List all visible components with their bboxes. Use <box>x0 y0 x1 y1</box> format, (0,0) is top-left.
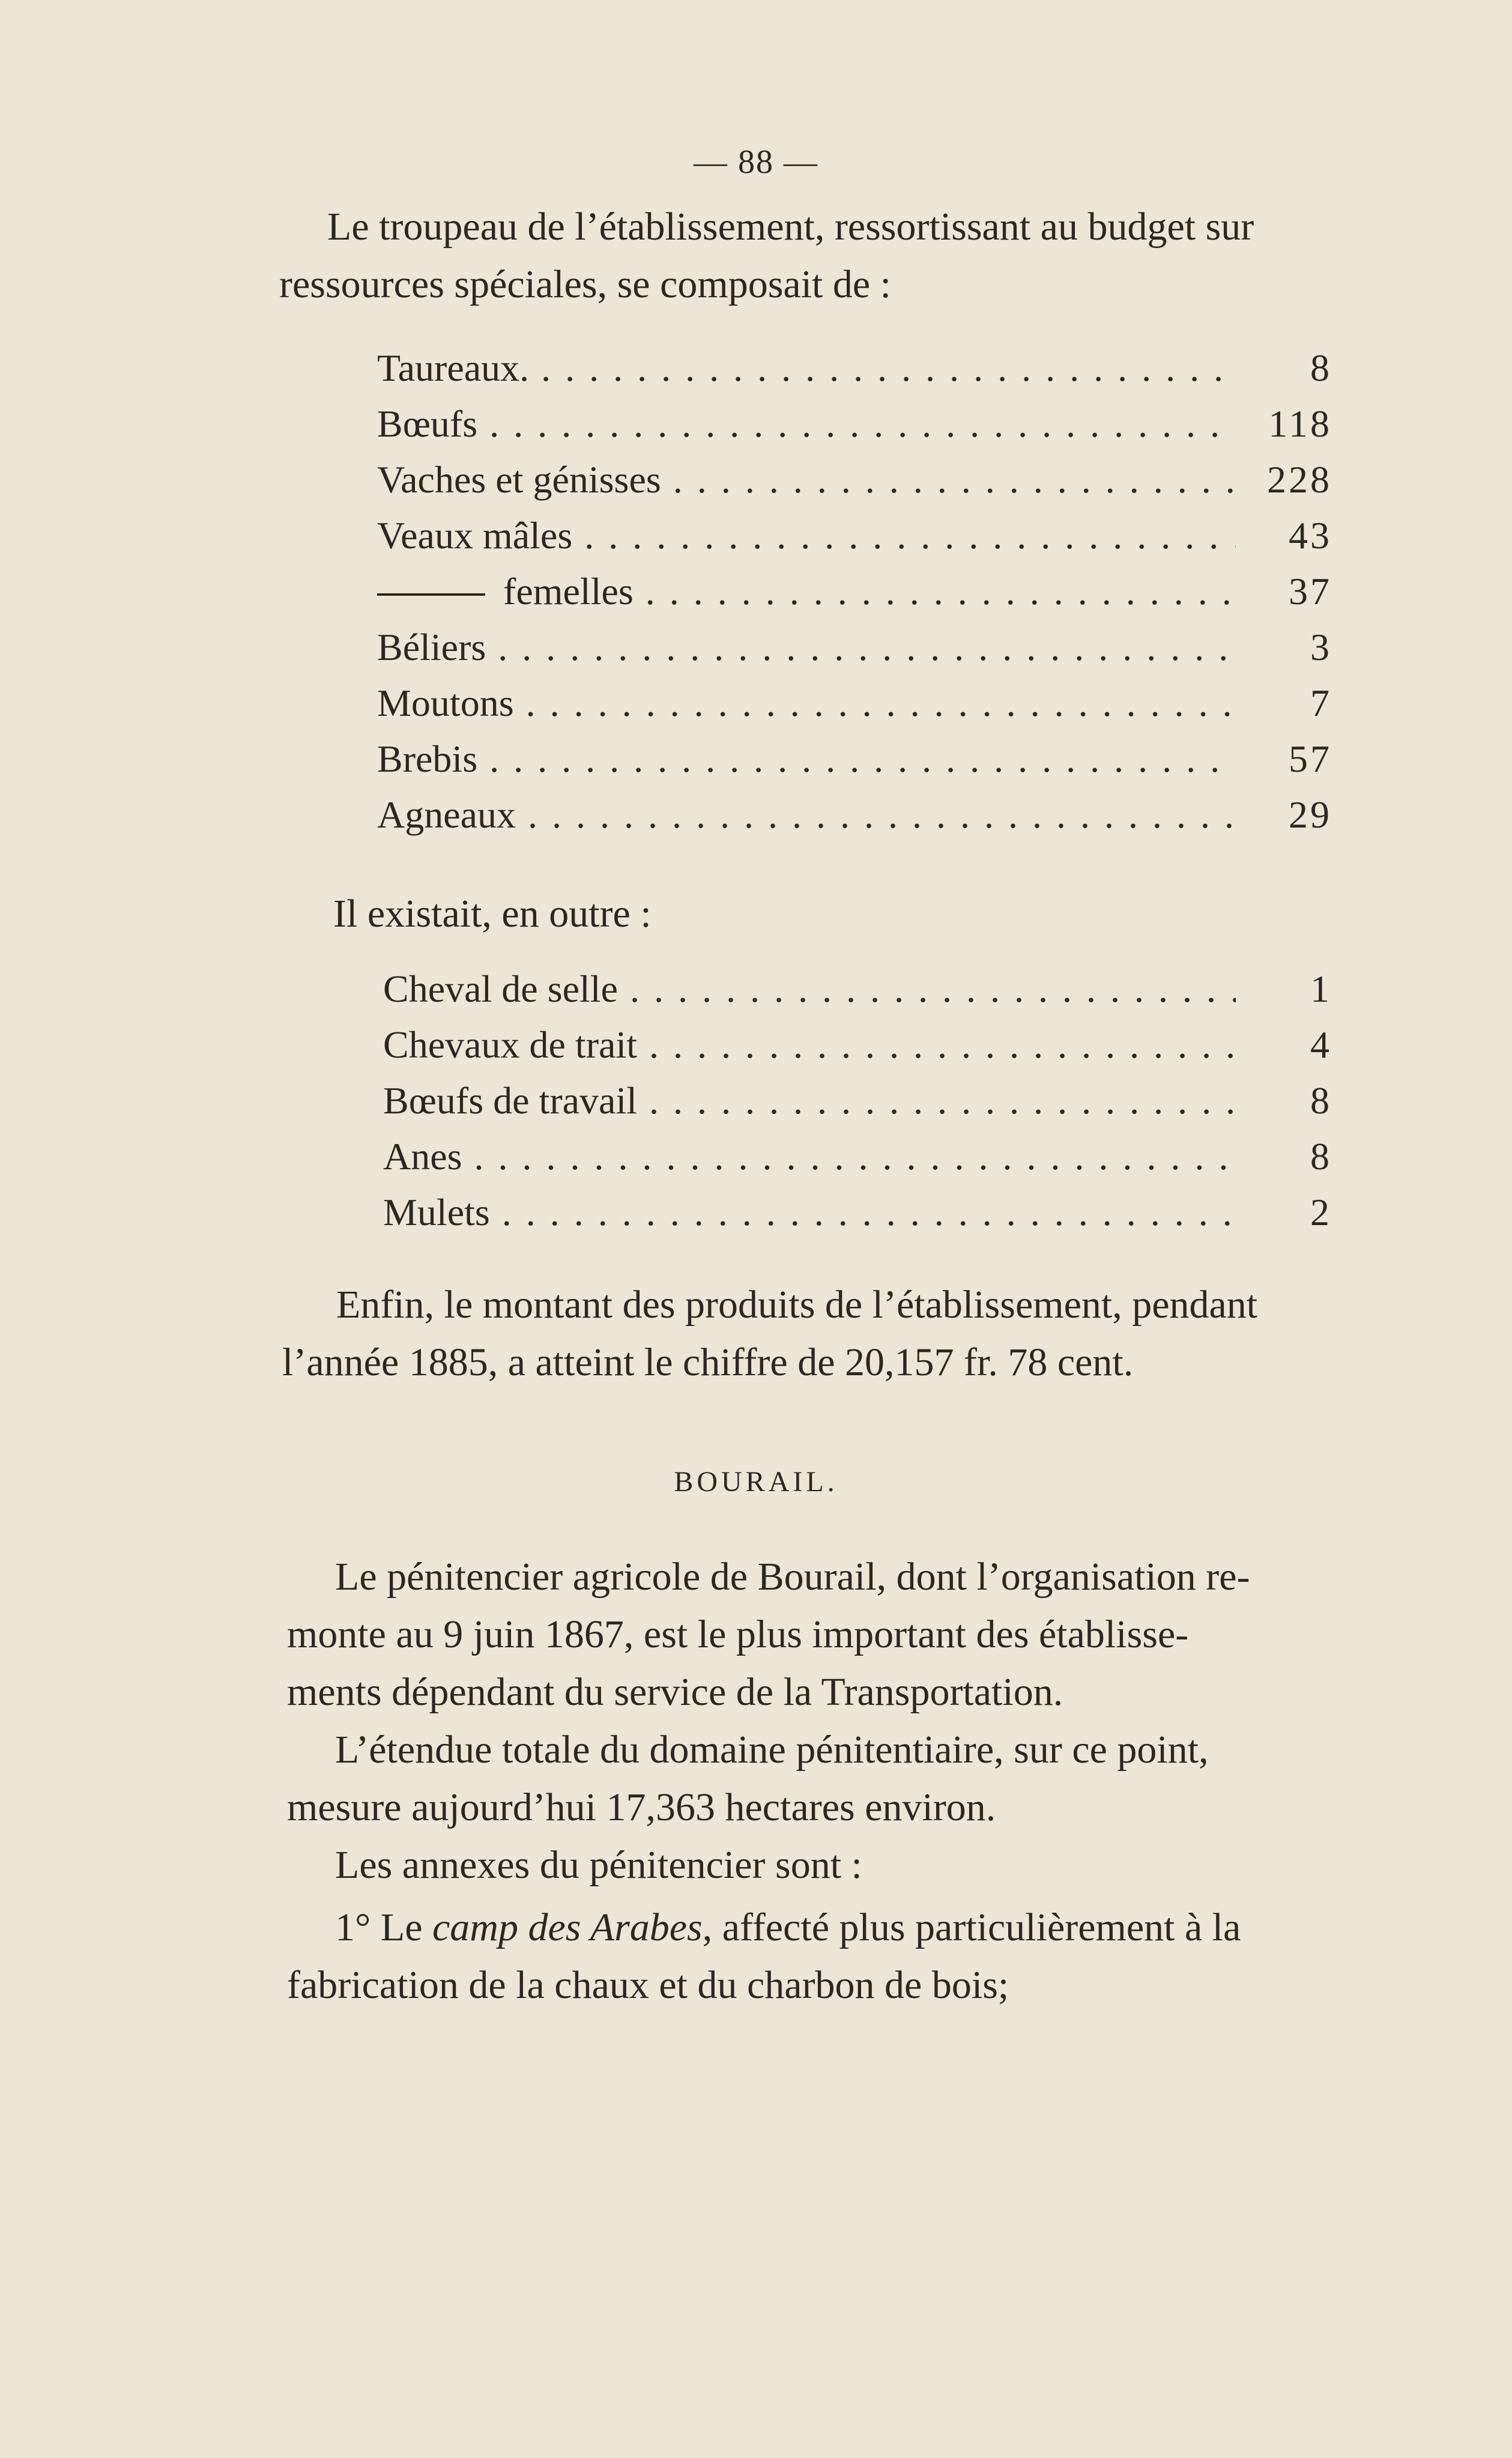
herd-row <box>377 507 1332 563</box>
others-label: Mulets . . . <box>383 1184 1236 1240</box>
intro-line-2: ressources spéciales, se composait de : <box>279 262 892 306</box>
herd-row <box>377 452 1332 507</box>
body-line: mesure aujourd’hui 17,363 hectares environ. <box>287 1785 996 1829</box>
list-suffix: , affecté plus particulièrement à la <box>702 1906 1241 1949</box>
others-label: Anes . . . <box>383 1128 1236 1184</box>
herd-value: 29 <box>1289 793 1332 836</box>
italic-term: camp des Arabes <box>432 1906 703 1949</box>
herd-label: Brebis . . . <box>377 731 1236 787</box>
herd-table <box>377 340 1332 843</box>
herd-label: Taureaux. . . . <box>377 340 1236 396</box>
others-value: 1 <box>1310 967 1332 1010</box>
herd-value: 43 <box>1289 514 1332 557</box>
section-heading: BOURAIL. <box>674 1466 838 1498</box>
herd-label: Agneaux . . . <box>377 787 1236 843</box>
herd-value: 57 <box>1289 737 1332 780</box>
body-line: fabrication de la chaux et du charbon de bois; <box>287 1963 1009 2007</box>
others-value: 8 <box>1310 1079 1332 1122</box>
body-line: Les annexes du pénitencier sont : <box>335 1843 862 1887</box>
list-prefix: 1° Le <box>335 1906 433 1949</box>
herd-value: 118 <box>1268 402 1332 445</box>
bourail-text <box>287 1548 1440 2014</box>
others-value: 4 <box>1310 1023 1332 1066</box>
herd-row <box>377 787 1332 843</box>
others-label: Cheval de selle . . . <box>383 961 1236 1017</box>
body-line: Le pénitencier agricole de Bourail, dont l’organisation re- <box>335 1555 1250 1599</box>
herd-label: Béliers . . . <box>377 619 1236 675</box>
herd-row <box>377 340 1332 396</box>
others-label: Bœufs de travail . . . <box>383 1073 1236 1128</box>
others-row <box>383 1128 1332 1184</box>
others-row <box>383 1017 1332 1073</box>
herd-row <box>377 396 1332 452</box>
herd-label: Vaches et génisses . . . <box>377 452 1236 507</box>
body-line: monte au 9 juin 1867, est le plus important des établisse- <box>287 1612 1189 1656</box>
summary-paragraph <box>282 1276 1435 1391</box>
herd-value: 7 <box>1310 682 1332 724</box>
herd-value: 228 <box>1267 458 1332 501</box>
herd-value: 37 <box>1289 570 1332 613</box>
herd-label: Veaux mâles . . . <box>377 507 1236 563</box>
page-number: — 88 — <box>694 144 818 181</box>
herd-row <box>377 731 1332 787</box>
herd-value: 3 <box>1310 626 1332 668</box>
besides-line: Il existait, en outre : <box>333 892 652 936</box>
others-label: Chevaux de trait . . . <box>383 1017 1236 1073</box>
body-line: L’étendue totale du domaine pénitentiaire, sur ce point, <box>335 1728 1209 1772</box>
herd-row <box>377 675 1332 731</box>
others-row <box>383 1184 1332 1240</box>
others-row <box>383 961 1332 1017</box>
body-line <box>287 1899 1440 1957</box>
summary-line-1: Enfin, le montant des produits de l’établissement, pendant <box>336 1283 1258 1327</box>
herd-label: Bœufs . . . <box>377 396 1236 452</box>
body-line: ments dépendant du service de la Transportation. <box>287 1670 1063 1714</box>
herd-label: femelles . . . <box>377 563 1236 619</box>
intro-line-1: Le troupeau de l’établissement, ressortissant au budget sur <box>327 205 1254 249</box>
herd-row <box>377 563 1332 619</box>
herd-row <box>377 619 1332 675</box>
herd-value: 8 <box>1310 347 1332 389</box>
others-value: 8 <box>1310 1135 1332 1178</box>
herd-label: Moutons . . . <box>377 675 1236 731</box>
others-table <box>383 961 1332 1240</box>
others-value: 2 <box>1310 1191 1332 1234</box>
intro-paragraph <box>279 198 1432 313</box>
others-row <box>383 1073 1332 1128</box>
summary-line-2: l’année 1885, a atteint le chiffre de 20,157 fr. 78 cent. <box>282 1340 1134 1384</box>
